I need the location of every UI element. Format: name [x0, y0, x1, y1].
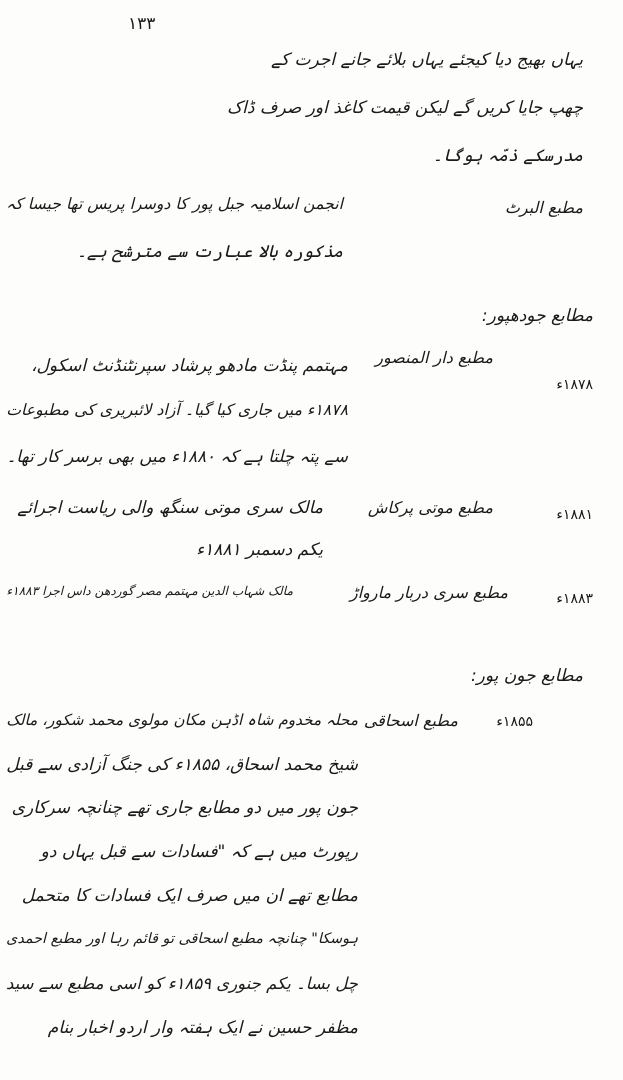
press-name: مطبع دار المنصور	[375, 348, 493, 367]
body-text-line: چل بسا۔ یکم جنوری ۱۸۵۹ء کو اسی مطبع سے سید	[5, 974, 358, 993]
body-text-line: مالک شہاب الدین مہتمم مصر گوردھن داس اجرا ۱۸۸۳ء	[6, 584, 293, 598]
body-text-line: ہوسکا" چنانچہ مطبع اسحاقی تو قائم رہا اور مطبع احمدی	[6, 931, 358, 947]
press-name: مطبع البرٹ	[504, 198, 583, 217]
body-text-line: مالک سری موتی سنگھ والی ریاست اجرائے	[17, 498, 323, 518]
press-name: مطبع سری دربار مارواڑ	[349, 583, 508, 602]
body-text-line: مطابع تھے ان میں صرف ایک فسادات کا متحمل	[21, 886, 358, 906]
body-text-line: یکم دسمبر ۱۸۸۱ء	[196, 540, 323, 560]
body-text-line: ۱۸۷۸ء میں جاری کیا گیا۔ آزاد لائبریری کی مطبوعات	[6, 400, 348, 419]
body-text-line: رپورٹ میں ہے کہ "فسادات سے قبل یہاں دو	[40, 842, 358, 862]
body-text-line: سے پتہ چلتا ہے کہ ۱۸۸۰ء میں بھی برسر کار تھا۔	[6, 446, 348, 466]
body-text-line: شیخ محمد اسحاق، ۱۸۵۵ء کی جنگ آزادی سے قبل	[6, 754, 358, 774]
body-text-line: جون پور میں دو مطابع جاری تھے چنانچہ سرکاری	[11, 798, 358, 818]
body-text-line: انجمن اسلامیہ جبل پور کا دوسرا پریس تھا جیسا کہ	[6, 194, 343, 213]
body-text-line: چھپ جایا کریں گے لیکن قیمت کاغذ اور صرف ڈاک	[226, 98, 583, 118]
entry-year: ۱۸۵۵ء	[496, 714, 533, 730]
entry-year: ۱۸۸۳ء	[556, 591, 593, 607]
body-text-line: مہتمم پنڈت مادھو پرشاد سپرنٹنڈنٹ اسکول،	[31, 356, 348, 376]
entry-year: ۱۸۸۱ء	[556, 507, 593, 523]
section-heading: مطابع جون پور:	[470, 666, 583, 686]
body-text-line: مظفر حسین نے ایک ہفتہ وار اردو اخبار بنام	[47, 1018, 358, 1038]
press-name: مطبع اسحاقی	[363, 711, 458, 730]
page-number: ۱۳۳	[128, 14, 156, 34]
press-name: مطبع موتی پرکاش	[367, 498, 493, 517]
body-text-line: مذکورہ بالا عبارت سے مترشح ہے۔	[76, 242, 343, 262]
body-text-line: محلہ مخدوم شاہ اڈہن مکان مولوی محمد شکور، مالک	[6, 711, 358, 729]
entry-year: ۱۸۷۸ء	[556, 377, 593, 393]
body-text-line: مدرسکے ذمّہ ہوگا۔	[432, 146, 583, 166]
body-text-line: یہاں بھیج دیا کیجئے یہاں بلائے جانے اجرت کے	[270, 50, 583, 70]
section-heading: مطابع جودھپور:	[481, 306, 593, 326]
